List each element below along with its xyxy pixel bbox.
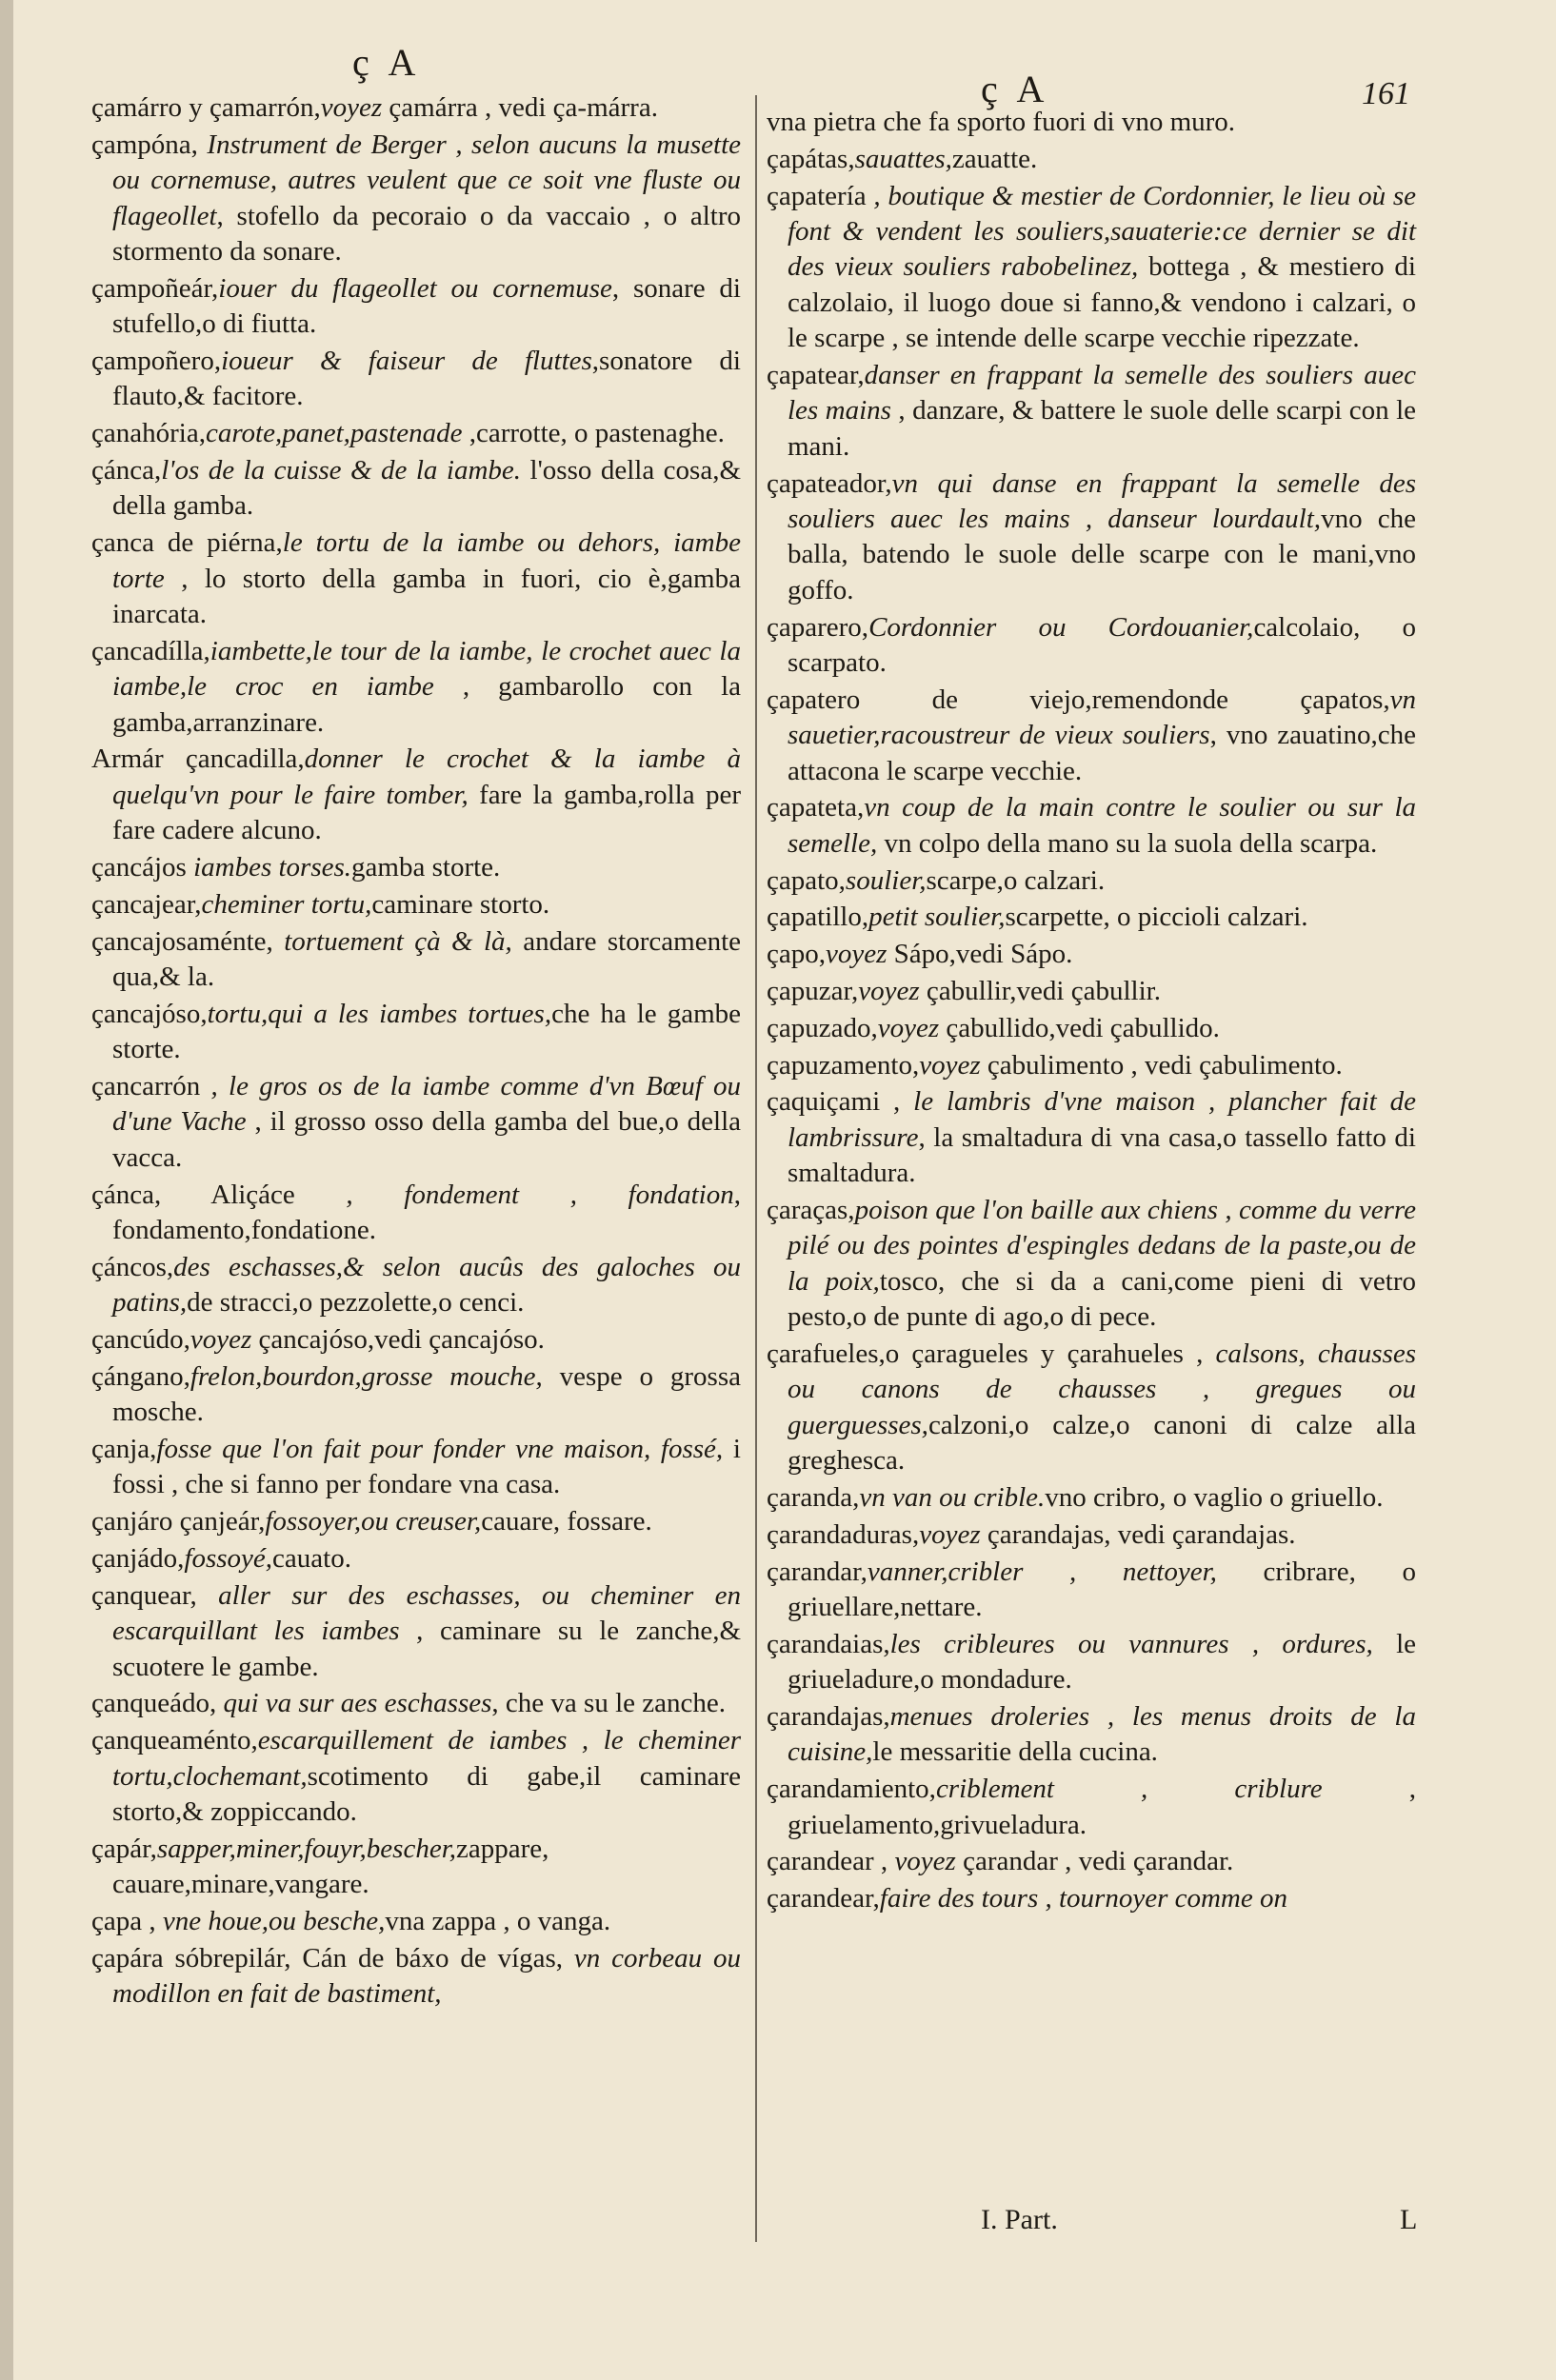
italian-gloss: , caminare su le zanche,& scuotere le gambe. [112, 1616, 742, 1682]
headword: çapateta, [767, 792, 865, 823]
italian-gloss: i fossi , che si fanno per fondare vna casa. [112, 1434, 741, 1500]
dictionary-entry [767, 179, 1416, 357]
dictionary-entry [91, 1723, 741, 1830]
dictionary-entry [767, 863, 1416, 899]
italian-gloss: de stracci,o pezzolette,o cenci. [187, 1287, 525, 1319]
italian-gloss: , gambarollo con la gamba,arranzinare. [112, 671, 742, 738]
dictionary-entry [767, 974, 1416, 1009]
dictionary-entry [91, 634, 741, 741]
headword: çarandajas, [767, 1701, 890, 1733]
italian-gloss: çancajóso,vedi çancajóso. [251, 1324, 545, 1356]
french-gloss: vn corbeau ou modillon en fait de bastiment, [112, 1942, 741, 2010]
headword: çancajóso, [91, 998, 208, 1029]
dictionary-entry [767, 105, 1416, 140]
french-gloss: sapper,miner,fouyr,bescher, [156, 1833, 457, 1864]
dictionary-entry [91, 1322, 741, 1358]
italian-gloss: , lo storto della gamba in fuori, cio è,gamba inarcata. [112, 563, 741, 630]
italian-gloss: çarandar , vedi çarandar. [955, 1846, 1234, 1877]
italian-gloss: calzoni,o calze,o canoni di calze alla greghesca. [788, 1409, 1416, 1477]
dictionary-entry [91, 344, 741, 415]
headword: çapátas, [767, 143, 855, 174]
french-gloss: vn sauetier,racoustreur de vieux souliers [788, 684, 1416, 751]
italian-gloss: vespe o grossa mosche. [112, 1360, 741, 1428]
italian-gloss: , fondamento,fondatione. [112, 1179, 741, 1246]
dictionary-entry [767, 1844, 1416, 1879]
french-gloss: carote,panet,pastenade [205, 418, 463, 449]
french-gloss: tortuement çà & là, [272, 925, 512, 957]
dictionary-entry [767, 1193, 1416, 1336]
italian-gloss: , stofello da pecoraio o da vaccaio , o altro stormento da sonare. [112, 200, 741, 268]
headword: çapa , [91, 1906, 156, 1937]
headword: çáncos, [91, 1251, 174, 1282]
dictionary-entry [91, 1686, 741, 1721]
italian-gloss: l'osso della cosa,& della gamba. [112, 455, 742, 522]
italian-gloss: tosco, che si da a cani,come pieni di vetro pesto,o de punte di ago,o di pece. [788, 1265, 1416, 1333]
headword: çapuzado, [767, 1012, 878, 1043]
headword: çanquear, [91, 1579, 197, 1611]
french-gloss: sauattes, [854, 143, 952, 174]
dictionary-entry [767, 1011, 1416, 1046]
italian-gloss: Sápo,vedi Sápo. [887, 939, 1073, 970]
italian-gloss: , sonare di stufello,o di fiutta. [112, 272, 741, 340]
french-gloss: voyez [826, 939, 888, 970]
italian-gloss: andare storcamente qua,& la. [112, 925, 741, 993]
italian-gloss: gamba storte. [351, 852, 501, 883]
headword: çarafueles,o çaragueles y çarahueles , [767, 1339, 1204, 1370]
italian-gloss: zappare, cauare,minare,vangare. [112, 1833, 549, 1900]
dictionary-entry [91, 850, 741, 885]
italian-gloss: le griueladure,o mondadure. [788, 1628, 1416, 1696]
headword: çángano, [91, 1360, 190, 1392]
headword: çaranda, [767, 1482, 860, 1514]
french-gloss: Cordonnier ou Cordouanier, [868, 611, 1254, 643]
headword: çarandar, [767, 1556, 868, 1587]
dictionary-entry [91, 128, 741, 270]
french-gloss: vne houe,ou besche, [155, 1906, 386, 1937]
dictionary-entry [91, 90, 741, 126]
french-gloss: faire des tours , tournoyer comme on [879, 1883, 1287, 1914]
headword: çampoñero, [91, 346, 222, 377]
french-gloss: criblement , criblure [935, 1774, 1323, 1805]
headword: çampoñeár, [91, 272, 219, 304]
headword: çanca de piérna, [91, 527, 283, 559]
french-gloss: frelon,bourdon,grosse mouche, [190, 1360, 543, 1392]
french-gloss: tortu,qui a les iambes tortues, [207, 998, 552, 1029]
signature-mark: I. Part. [981, 2204, 1058, 2235]
headword: çarandear , [767, 1846, 888, 1877]
headword: çánca, Aliçáce [91, 1179, 295, 1210]
italian-gloss: cauato. [272, 1543, 351, 1575]
french-gloss: vanner,cribler , nettoyer, [867, 1556, 1217, 1587]
headword: Armár çancadilla, [91, 744, 305, 775]
french-gloss: le tortu de la iambe ou dehors, iambe torte [112, 527, 741, 594]
headword: çancarrón [91, 1071, 201, 1102]
french-gloss: poison que l'on baille aux chiens , comme du verre pilé ou des pointes d'espingles dedans de la paste,ou de la poix, [788, 1195, 1416, 1297]
french-gloss: voyez [320, 92, 383, 123]
headword: çapuzamento, [767, 1049, 920, 1081]
french-gloss: voyez [858, 976, 920, 1007]
french-gloss: , fondement , fondation [294, 1179, 734, 1210]
headword: çanjáro çanjeár, [91, 1506, 266, 1537]
dictionary-entry [91, 742, 741, 848]
headword: çancadílla, [91, 635, 210, 666]
french-gloss: fossoyé, [184, 1543, 273, 1575]
headword: çarandaduras, [767, 1518, 920, 1550]
dictionary-entry [767, 1337, 1416, 1479]
italian-gloss: che ha le gambe storte. [112, 998, 741, 1065]
italian-gloss: scarpette, o piccioli calzari. [1005, 902, 1308, 933]
dictionary-entry [767, 1699, 1416, 1771]
headword: çancajosaménte, [91, 925, 273, 957]
french-gloss: le lambris d'vne maison , plancher fait de lambrissure [788, 1086, 1416, 1153]
catchword: L [1400, 2204, 1418, 2235]
french-gloss: iambette,le tour de la iambe, le crochet auec la iambe,le croc en iambe [112, 635, 741, 703]
headword: çanqueádo, [91, 1688, 217, 1719]
french-gloss: vn van ou crible. [859, 1482, 1046, 1514]
dictionary-entry [91, 1504, 741, 1539]
french-gloss: Instrument de Berger , selon aucuns la musette ou cornemuse, autres veulent que ce soit vne fluste ou flageollet [112, 129, 741, 231]
dictionary-entry [91, 887, 741, 922]
french-gloss: soulier, [845, 864, 927, 896]
italian-gloss: zauatte. [951, 143, 1038, 174]
italian-gloss: le messaritie della cucina. [872, 1736, 1158, 1768]
dictionary-entry [91, 1941, 741, 2013]
headword: çampóna, [91, 129, 198, 160]
headword: çapuzar, [767, 976, 859, 1007]
italian-gloss: çabullir,vedi çabullir. [919, 976, 1161, 1007]
dictionary-entry [767, 790, 1416, 862]
dictionary-entry [767, 466, 1416, 609]
italian-gloss: bottega , & mestiero di calzolaio, il luogo doue si fanno,& vendono i calzari, o le scarpe , se intende delle scarpe vecchie ripezzate. [788, 251, 1416, 354]
headword: çarandaias, [767, 1628, 890, 1659]
headword: çanja, [91, 1434, 157, 1465]
italian-gloss: cauare, fossare. [481, 1506, 652, 1537]
dictionary-entry [767, 683, 1416, 789]
french-gloss: qui va sur aes eschasses [216, 1688, 492, 1719]
dictionary-entry [767, 1627, 1416, 1698]
dictionary-entry [91, 1069, 741, 1176]
italian-gloss: vna pietra che fa sporto fuori di vno muro. [767, 107, 1236, 137]
italian-gloss: çamárra , vedi ça-márra. [382, 92, 658, 123]
french-gloss: donner le crochet & la iambe à quelqu'vn pour le faire tomber, [112, 744, 742, 810]
italian-gloss: , danzare, & battere le suole delle scarpi con le mani. [788, 395, 1417, 462]
dictionary-entry [767, 1048, 1416, 1083]
french-gloss: petit soulier, [868, 902, 1006, 933]
dictionary-entry [91, 271, 741, 343]
italian-gloss: çarandajas, vedi çarandajas. [980, 1518, 1296, 1550]
italian-gloss: ,carrotte, o pastenaghe. [462, 418, 725, 449]
headword: çanahória, [91, 418, 206, 449]
headword: çancúdo, [91, 1324, 190, 1356]
headword: çarandamiento, [767, 1774, 936, 1805]
left-column [91, 90, 741, 2013]
headword: çapára sóbrepilár, Cán de báxo de vígas, [91, 1942, 564, 1973]
italian-gloss: , griuelamento,grivueladura. [788, 1774, 1416, 1840]
french-gloss: iambes torses. [186, 852, 352, 883]
italian-gloss: çabullido,vedi çabullido. [939, 1012, 1220, 1043]
french-gloss: voyez [919, 1049, 981, 1081]
italian-gloss: vno che balla, batendo le suole delle scarpe con le mani,vno goffo. [788, 504, 1416, 605]
italian-gloss: , che va su le zanche. [491, 1688, 726, 1719]
italian-gloss: , vno zauatino,che attacona le scarpe vecchie. [788, 720, 1417, 786]
french-gloss: calsons, chausses ou canons de chausses , gregues ou guerguesses, [788, 1339, 1416, 1440]
french-gloss: l'os de la cuisse & de la iambe. [161, 455, 522, 486]
french-gloss: vn coup de la main contre le soulier ou sur la semelle, [788, 792, 1416, 859]
headword: çanqueaménto, [91, 1725, 258, 1756]
french-gloss: menues droleries , les menus droits de la cuisine, [788, 1701, 1416, 1768]
dictionary-entry [767, 900, 1416, 935]
dictionary-entry [91, 416, 741, 451]
headword: çapo, [767, 939, 826, 970]
headword: çaquiçami , [767, 1086, 901, 1118]
dictionary-entry [767, 1517, 1416, 1553]
french-gloss: fosse que l'on fait pour fonder vne maison, fossé, [156, 1434, 724, 1465]
headword: çapatillo, [767, 902, 869, 933]
dictionary-entry [91, 924, 741, 996]
french-gloss: les cribleures ou vannures , ordures, [889, 1628, 1373, 1659]
italian-gloss: vna zappa , o vanga. [385, 1906, 611, 1937]
left-running-head: ç A [352, 41, 422, 84]
column-divider [755, 95, 757, 2242]
headword: çaraças, [767, 1195, 855, 1226]
headword: çánca, [91, 455, 162, 486]
dictionary-entry [91, 526, 741, 632]
right-column [767, 105, 1416, 1918]
dictionary-entry [91, 453, 741, 525]
italian-gloss: vn colpo della mano su la suola della scarpa. [877, 827, 1378, 859]
dictionary-entry [91, 1578, 741, 1685]
headword: çanjádo, [91, 1543, 185, 1575]
dictionary-entry [767, 358, 1416, 465]
dictionary-entry [91, 1250, 741, 1321]
dictionary-entry [767, 142, 1416, 177]
french-gloss: , le gros os de la iambe comme d'vn Bœuf ou d'une Vache [112, 1071, 741, 1138]
headword: çancajear, [91, 888, 202, 920]
headword: çapatear, [767, 360, 865, 391]
french-gloss: vn qui danse en frappant la semelle des souliers auec les mains , danseur lourdault, [788, 467, 1416, 535]
italian-gloss: scarpe,o calzari. [926, 864, 1106, 896]
french-gloss: iouer du flageollet ou cornemuse [218, 272, 612, 304]
dictionary-entry [767, 610, 1416, 682]
french-gloss: escarquillement de iambes , le cheminer tortu,clochemant, [112, 1725, 741, 1792]
dictionary-entry [767, 1772, 1416, 1843]
dictionary-entry [767, 1084, 1416, 1191]
page-edge [0, 0, 13, 2380]
dictionary-entry [91, 1541, 741, 1577]
french-gloss: ioueur & faiseur de fluttes [221, 346, 592, 377]
dictionary-entry [91, 1178, 741, 1249]
italian-gloss: caminare storto. [371, 888, 550, 920]
italian-gloss: , il grosso osso della gamba del bue,o della vacca. [112, 1106, 741, 1173]
french-gloss: des eschasses,& selon aucûs des galoches ou patins, [112, 1251, 741, 1319]
headword: çarandear, [767, 1883, 880, 1914]
dictionary-entry [91, 997, 741, 1068]
dictionary-entry [91, 1432, 741, 1503]
italian-gloss: çabulimento , vedi çabulimento. [980, 1049, 1343, 1081]
french-gloss: danser en frappant la semelle des souliers auec les mains [788, 360, 1416, 426]
italian-gloss: vno cribro, o vaglio o griuello. [1045, 1482, 1384, 1514]
headword: çapato, [767, 864, 846, 896]
french-gloss: fossoyer,ou creuser, [265, 1506, 482, 1537]
french-gloss: aller sur des eschasses, ou cheminer en escarquillant les iambes [112, 1579, 741, 1647]
italian-gloss: calcolaio, o scarpato. [788, 611, 1416, 679]
french-gloss: voyez [190, 1324, 252, 1356]
french-gloss: voyez [877, 1012, 940, 1043]
dictionary-entry [767, 1881, 1416, 1916]
dictionary-entry [767, 1555, 1416, 1626]
headword: çapár, [91, 1833, 157, 1864]
headword: çapatero de viejo,remendonde çapatos, [767, 684, 1390, 715]
french-gloss: voyez [888, 1846, 956, 1877]
italian-gloss: scotimento di gabe,il caminare storto,& zoppiccando. [112, 1760, 741, 1828]
dictionary-entry [91, 1832, 741, 1903]
dictionary-entry [91, 1359, 741, 1431]
headword: çamárro y çamarrón, [91, 92, 321, 123]
italian-gloss: cribrare, o griuellare,nettare. [788, 1556, 1416, 1623]
headword: çapatería [767, 180, 867, 211]
dictionary-entry [767, 1480, 1416, 1516]
dictionary-entry [767, 937, 1416, 972]
italian-gloss: fare la gamba,rolla per fare cadere alcuno. [112, 779, 741, 846]
page-footer [981, 2204, 1514, 2251]
italian-gloss: ,sonatore di flauto,& facitore. [112, 346, 741, 412]
headword: çancájos [91, 852, 187, 883]
french-gloss: cheminer tortu, [201, 888, 372, 920]
page-number: 161 [1362, 76, 1410, 111]
right-running-head: ç A [981, 68, 1050, 110]
headword: çaparero, [767, 611, 869, 643]
french-gloss: voyez [919, 1518, 981, 1550]
headword: çapateador, [767, 467, 892, 499]
dictionary-entry [91, 1904, 741, 1939]
italian-gloss: , la smaltadura di vna casa,o tassello fatto di smaltadura. [788, 1121, 1416, 1189]
french-gloss: , boutique & mestier de Cordonnier, le lieu où se font & vendent les souliers,sauaterie:ce dernier se dit des vieux souliers rabobelinez, [788, 180, 1416, 283]
